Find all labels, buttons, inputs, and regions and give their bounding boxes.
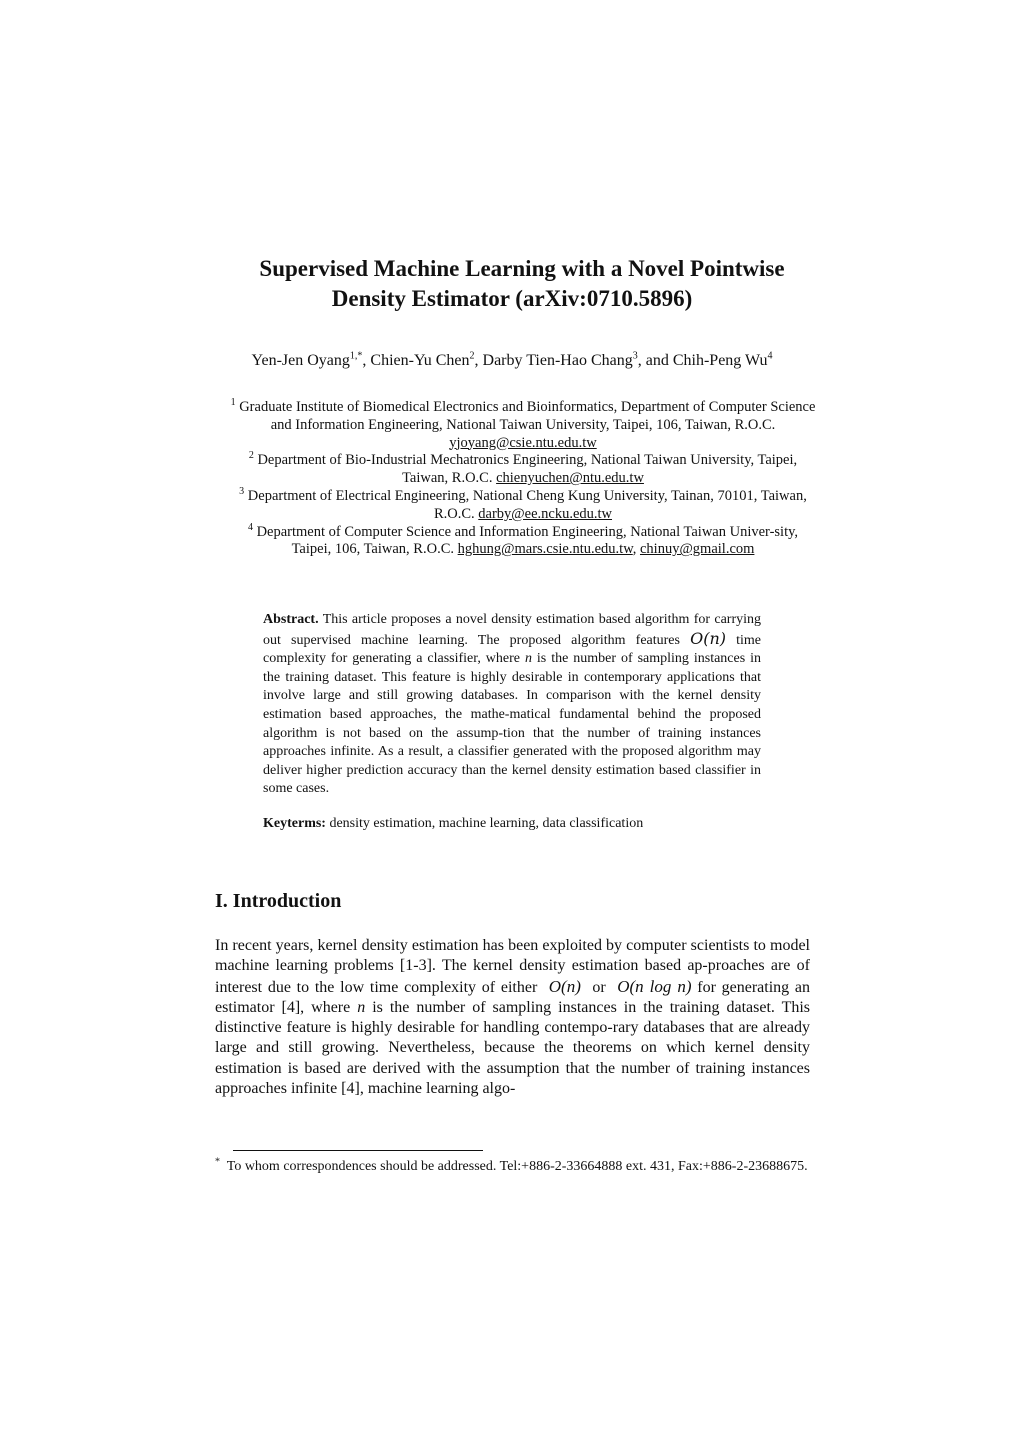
affiliation-text: Graduate Institute of Biomedical Electronics and Bioinformatics, Department of Computer Science and Information Engineering, National Taiwan University, Taipei, 106, Taiwan, R.O.C. [239, 399, 816, 433]
abstract [263, 611, 761, 799]
affiliation-number: 4 [247, 521, 253, 533]
author-name: Chien-Yu Chen [370, 352, 470, 369]
affiliation-list [228, 399, 818, 559]
footnote-divider [233, 1150, 483, 1151]
affiliation-number: 3 [239, 486, 245, 498]
author-name: Chih-Peng Wu [672, 352, 768, 369]
variable-n: n [357, 998, 366, 1016]
keyterms-text: density estimation, machine learning, data classification [329, 816, 644, 831]
affiliation-2 [228, 452, 818, 488]
footnote-mark: * [215, 1156, 220, 1168]
affiliation-4: $^4$ Department of Computer Science and Information Engineering, National Taiwan Univer-sity, Taipei, 106, Taiwan, R.O.C. hghung@mars.csie.ntu.edu.tw, chinuy@gmail.com [247, 521, 799, 558]
author-separator: , [362, 352, 371, 369]
author-affiliation-mark: 3 [632, 350, 638, 362]
keyterms [263, 815, 783, 833]
title-line-1: Supervised Machine Learning with a Novel Pointwise [259, 256, 785, 281]
author-separator: , and [637, 352, 673, 369]
affiliation-1 [228, 399, 818, 452]
keyterms-label: Keyterms: [263, 816, 326, 831]
intro-text: or [592, 978, 606, 996]
abstract-text: time complexity for generating a classifier, where [263, 632, 762, 667]
email-link[interactable]: hghung@mars.csie.ntu.edu.tw [457, 541, 633, 558]
intro-text: In recent years, kernel density estimation has been exploited by computer scientists to model machine learning problems [1-3]. The kernel density estimation based ap-proaches are of interest due to the low time complexity of either [215, 937, 810, 996]
affiliation-text: Department of Electrical Engineering, National Cheng Kung University, Tainan, 70101, Taiwan, R.O.C. [247, 487, 807, 522]
author-name: Yen-Jen Oyang [251, 352, 350, 369]
variable-n: n [524, 651, 532, 667]
abstract-label: Abstract. [263, 612, 319, 627]
complexity-formula: O(n log n) [617, 976, 692, 996]
author-affiliation-mark: 2 [469, 350, 475, 362]
email-link[interactable]: chinuy@gmail.com [639, 541, 755, 558]
title-line-2: Density Estimator (arXiv:0710.5896) [331, 286, 693, 311]
abstract-text: is the number of sampling instances in the training dataset. This feature is highly desirable in contemporary applications that involve large and still growing databases. In comparison with the kernel density estimation based approaches, the mathe-matical fundamental behind the proposed algorithm is not based on the assump-tion that the number of training instances approaches infinite. As a result, a classifier generated with the proposed algorithm may deliver higher prediction accuracy than the kernel density estimation based classifier in some cases. [263, 651, 762, 797]
author-affiliation-mark: 1,* [349, 350, 363, 362]
affiliation-3 [228, 488, 818, 524]
complexity-formula: O(n) [690, 628, 726, 648]
author-list [0, 350, 1024, 372]
email-link[interactable]: chienyuchen@ntu.edu.tw [496, 470, 644, 487]
author-affiliation-mark: 4 [767, 350, 773, 362]
email-link[interactable]: darby@ee.ncku.edu.tw [478, 505, 613, 522]
paper-title [0, 254, 1024, 314]
intro-text: for generating an estimator [4], where [215, 978, 811, 1016]
introduction-paragraph [215, 936, 810, 1099]
email-link[interactable]: yjoyang@csie.ntu.edu.tw [449, 434, 597, 451]
author-name: Darby Tien-Hao Chang [482, 352, 633, 369]
footnote [215, 1158, 810, 1176]
affiliation-number: 2 [248, 450, 254, 462]
affiliation-text: Department of Bio-Industrial Mechatronics Engineering, National Taiwan University, Taipei, Taiwan, R.O.C. [257, 452, 798, 487]
intro-text: is the number of sampling instances in the training dataset. This distinctive feature is highly desirable for handling contempo-rary databases that are already large and still growing. Nevertheless, because the theorems on which kernel density estimation is based are derived with the assumption that the number of training instances approaches infinite [4], machine learning algo- [215, 998, 811, 1098]
complexity-formula: O(n) [548, 976, 581, 996]
author-separator: , [474, 352, 483, 369]
footnote-text: To whom correspondences should be addressed. Tel:+886-2-33664888 ext. 431, Fax:+886-2-23688675. [226, 1159, 808, 1174]
section-heading-introduction: I. Introduction [215, 890, 342, 912]
affiliation-number: 1 [230, 397, 236, 409]
affiliation-text: Department of Computer Science and Information Engineering, National Taiwan Univer-sity, Taipei, 106, Taiwan, R.O.C. [256, 523, 799, 558]
abstract-text: This article proposes a novel density estimation based algorithm for carrying out supervised machine learning. The proposed algorithm features [263, 612, 761, 648]
